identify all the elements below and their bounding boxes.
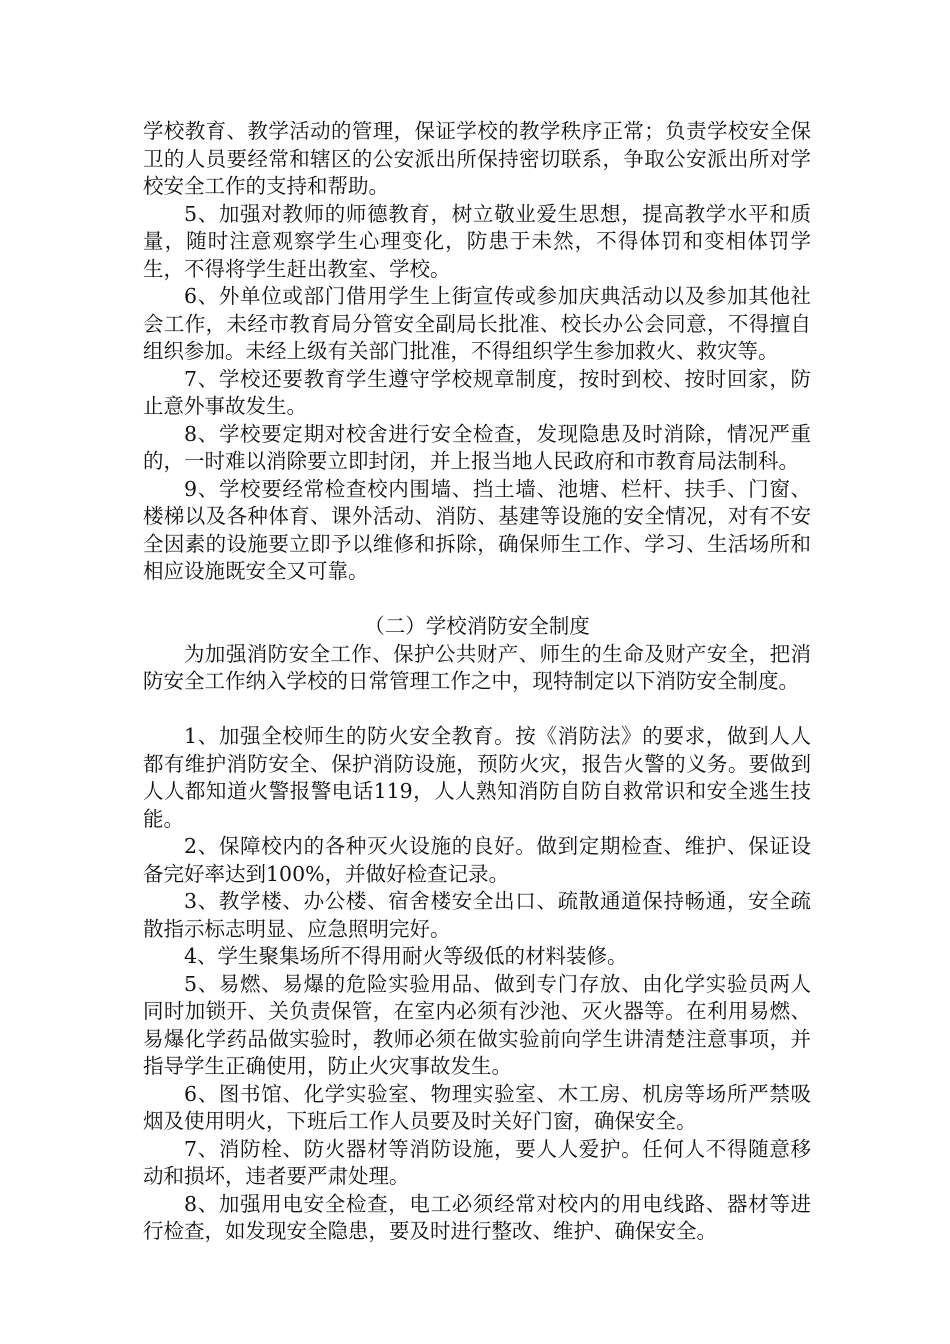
fire-item-4: 4、学生聚集场所不得用耐火等级低的材料装修。 (184, 944, 628, 968)
paragraph-item-9: 9、学校要经常检查校内围墙、挡土墙、池塘、栏杆、扶手、门窗、楼梯以及各种体育、课外活动、消防、基建等设施的安全情况，对有不安全因素的设施要立即予以维修和拆除，确保师生工作、学习、生活场所和相应设施既安全又可靠。 (143, 476, 811, 583)
fire-item-3: 3、教学楼、办公楼、宿舍楼安全出口、疏散通道保持畅通，安全疏散指示标志明显、应急照明完好。 (143, 889, 811, 941)
fire-item-2: 2、保障校内的各种灭火设施的良好。做到定期检查、维护、保证设备完好率达到100%，并做好检查记录。 (143, 834, 811, 886)
document-page (143, 118, 811, 1246)
fire-item-1: 1、加强全校师生的防火安全教育。按《消防法》的要求，做到人人都有维护消防安全、保护消防设施，预防火灾，报告火警的义务。要做到人人都知道火警报警电话119，人人熟知消防自防自救常识和安全逃生技能。 (143, 724, 811, 831)
paragraph-item-6: 6、外单位或部门借用学生上街宣传或参加庆典活动以及参加其他社会工作，未经市教育局分管安全副局长批准、校长办公会同意，不得擅自组织参加。未经上级有关部门批准，不得组织学生参加救火、救灾等。 (143, 284, 811, 363)
blank-line (143, 696, 811, 724)
paragraph-intro: 为加强消防安全工作、保护公共财产、师生的生命及财产安全，把消防安全工作纳入学校的日常管理工作之中，现特制定以下消防安全制度。 (143, 641, 811, 693)
paragraph-item-8: 8、学校要定期对校舍进行安全检查，发现隐患及时消除，情况严重的，一时难以消除要立即封闭，并上报当地人民政府和市教育局法制科。 (143, 421, 811, 473)
section-title-fire-safety: （二）学校消防安全制度 (364, 614, 590, 638)
paragraph-item-5: 5、加强对教师的师德教育，树立敬业爱生思想，提高教学水平和质量，随时注意观察学生心理变化，防患于未然，不得体罚和变相体罚学生，不得将学生赶出教室、学校。 (143, 201, 811, 281)
fire-item-6: 6、图书馆、化学实验室、物理实验室、木工房、机房等场所严禁吸烟及使用明火，下班后工作人员要及时关好门窗，确保安全。 (143, 1081, 811, 1133)
fire-item-5: 5、易燃、易爆的危险实验用品、做到专门存放、由化学实验员两人同时加锁开、关负责保管，在室内必须有沙池、灭火器等。在利用易燃、易爆化学药品做实验时，教师必须在做实验前向学生讲清楚注意事项，并指导学生正确使用，防止火灾事故发生。 (143, 971, 811, 1078)
fire-item-7: 7、消防栓、防火器材等消防设施，要人人爱护。任何人不得随意移动和损坏，违者要严肃处理。 (143, 1136, 811, 1188)
paragraph-continuation: 学校教育、教学活动的管理，保证学校的教学秩序正常；负责学校安全保卫的人员要经常和辖区的公安派出所保持密切联系，争取公安派出所对学校安全工作的支持和帮助。 (143, 119, 811, 198)
blank-line (143, 586, 811, 614)
paragraph-item-7: 7、学校还要教育学生遵守学校规章制度，按时到校、按时回家，防止意外事故发生。 (143, 366, 811, 418)
fire-item-8: 8、加强用电安全检查，电工必须经常对校内的用电线路、器材等进行检查，如发现安全隐患，要及时进行整改、维护、确保安全。 (143, 1191, 811, 1243)
